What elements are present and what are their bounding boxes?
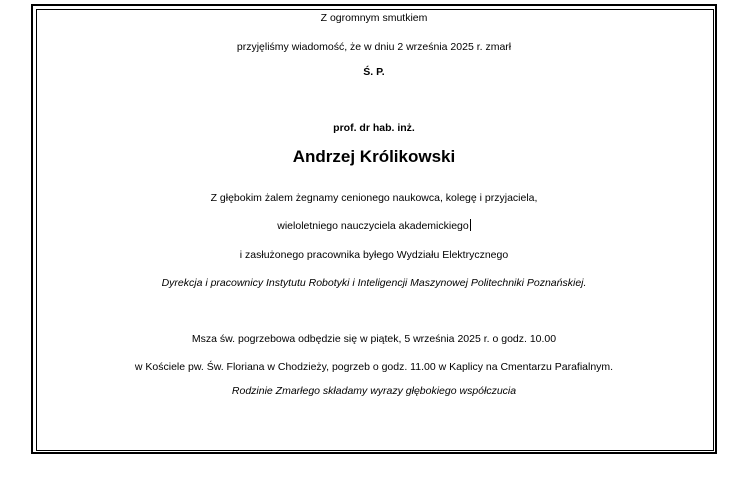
tribute-line-3: i zasłużonego pracownika byłego Wydziału Elektrycznego	[239, 249, 509, 261]
signature-line: Dyrekcja i pracownicy Instytutu Robotyki i Inteligencji Maszynowej Politechniki Poznańskiej.	[161, 277, 587, 289]
academic-title: prof. dr hab. inż.	[333, 122, 415, 134]
condolences-line: Rodzinie Zmarłego składamy wyrazy głębokiego współczucia	[231, 385, 517, 397]
opening-line: Z ogromnym smutkiem	[320, 12, 428, 24]
tribute-line-1: Z głębokim żalem żegnamy cenionego naukowca, kolegę i przyjaciela,	[210, 192, 538, 204]
text-cursor	[470, 219, 471, 231]
tribute-line-2	[36, 219, 712, 233]
mass-info-line-2: w Kościele pw. Św. Floriana w Chodzieży, pogrzeb o godz. 11.00 w Kaplicy na Cmentarzu Parafialnym.	[134, 361, 614, 373]
announcement-line: przyjęliśmy wiadomość, że w dniu 2 września 2025 r. zmarł	[236, 41, 512, 53]
mass-info-line-1: Msza św. pogrzebowa odbędzie się w piątek, 5 września 2025 r. o godz. 10.00	[191, 333, 557, 345]
deceased-name: Andrzej Królikowski	[292, 147, 456, 166]
sp-abbreviation: Ś. P.	[363, 66, 385, 78]
tribute-line-2-text: wieloletniego nauczyciela akademickiego	[277, 220, 469, 232]
